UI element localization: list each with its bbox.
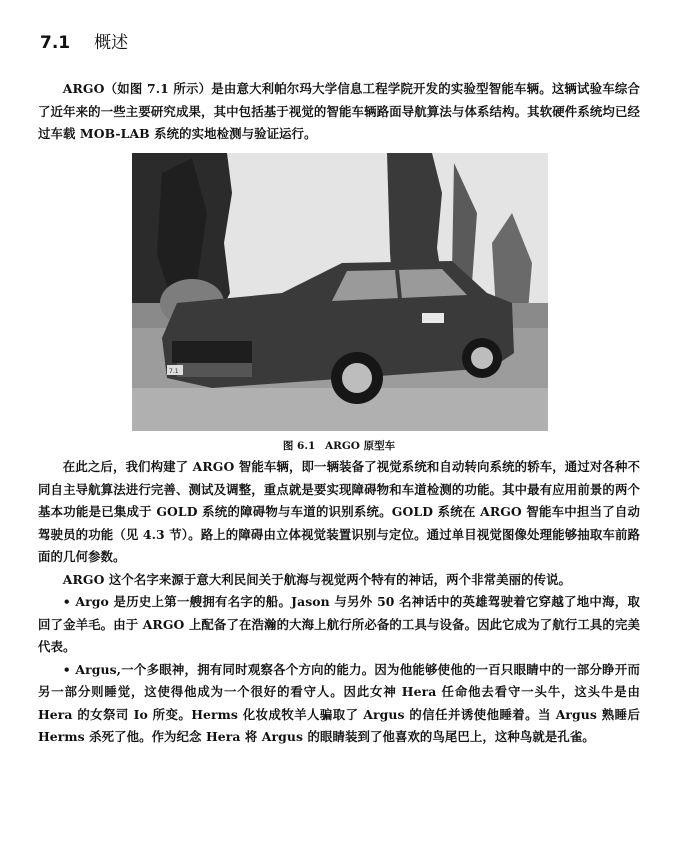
figure-caption xyxy=(0,438,678,453)
section-heading xyxy=(40,28,128,53)
body-paragraph: 在此之后，我们构建了 ARGO 智能车辆，即一辆装备了视觉系统和自动转向系统的轿车，通过对各种不同自主导航算法进行完善、测试及调整，重点就是要实现障碍物和车道检测的功能。其中最有应用前景的两个基本功能是已集成于 GOLD 系统的障碍物与车道的识别系统。GOLD 系统在 ARGO 智能车中担当了自动驾驶员的功能（见 4.3 节）。路上的障碍由立体视觉装置识别与定位。通过单目视觉图像处理能够抽取车前路面的几何参数。 xyxy=(38,459,640,564)
intro-paragraph: ARGO（如图 7.1 所示）是由意大利帕尔玛大学信息工程学院开发的实验型智能车辆。这辆试验车综合了近年来的一些主要研究成果，其中包括基于视觉的智能车辆路面导航算法与体系结构。其软硬件系统均已经过车载 MOB-LAB 系统的实地检测与验证运行。 xyxy=(38,81,640,141)
section-number: 7.1 xyxy=(40,33,71,53)
body-paragraph: ARGO 这个名字来源于意大利民间关于航海与视觉两个特有的神话，两个非常美丽的传说。 xyxy=(62,571,572,587)
argo-car-photo xyxy=(132,153,548,431)
body-text xyxy=(38,456,640,749)
plate-text: 7.1 xyxy=(169,368,179,375)
figure-label: 图 6.1 xyxy=(282,440,316,452)
section-title: 概述 xyxy=(94,33,129,53)
car-photo-illustration xyxy=(132,153,548,431)
figure-caption-text: ARGO 原型车 xyxy=(324,440,396,452)
bullet-paragraph-argo: • Argo 是历史上第一艘拥有名字的船。Jason 与另外 50 名神话中的英雄驾驶着它穿越了地中海，取回了金羊毛。由于 ARGO 上配备了在浩瀚的大海上航行所必备的工具与设备。因此它成为了航行工具的完美代表。 xyxy=(38,594,640,654)
bullet-paragraph-argus: • Argus,一个多眼神，拥有同时观察各个方向的能力。因为他能够使他的一百只眼睛中的一部分睁开而另一部分则睡觉，这使得他成为一个很好的看守人。因此女神 Hera 任命他去看守一头牛，这头牛是由 Hera 的女祭司 Io 所变。Herms 化妆成牧羊人骗取了 Argus 的信任并诱使他睡着。当 Argus 熟睡后 Herms 杀死了他。作为纪念 Hera 将 Argus 的眼睛装到了他喜欢的鸟尾巴上，这种鸟就是孔雀。 xyxy=(38,661,640,744)
intro-text xyxy=(38,78,640,146)
